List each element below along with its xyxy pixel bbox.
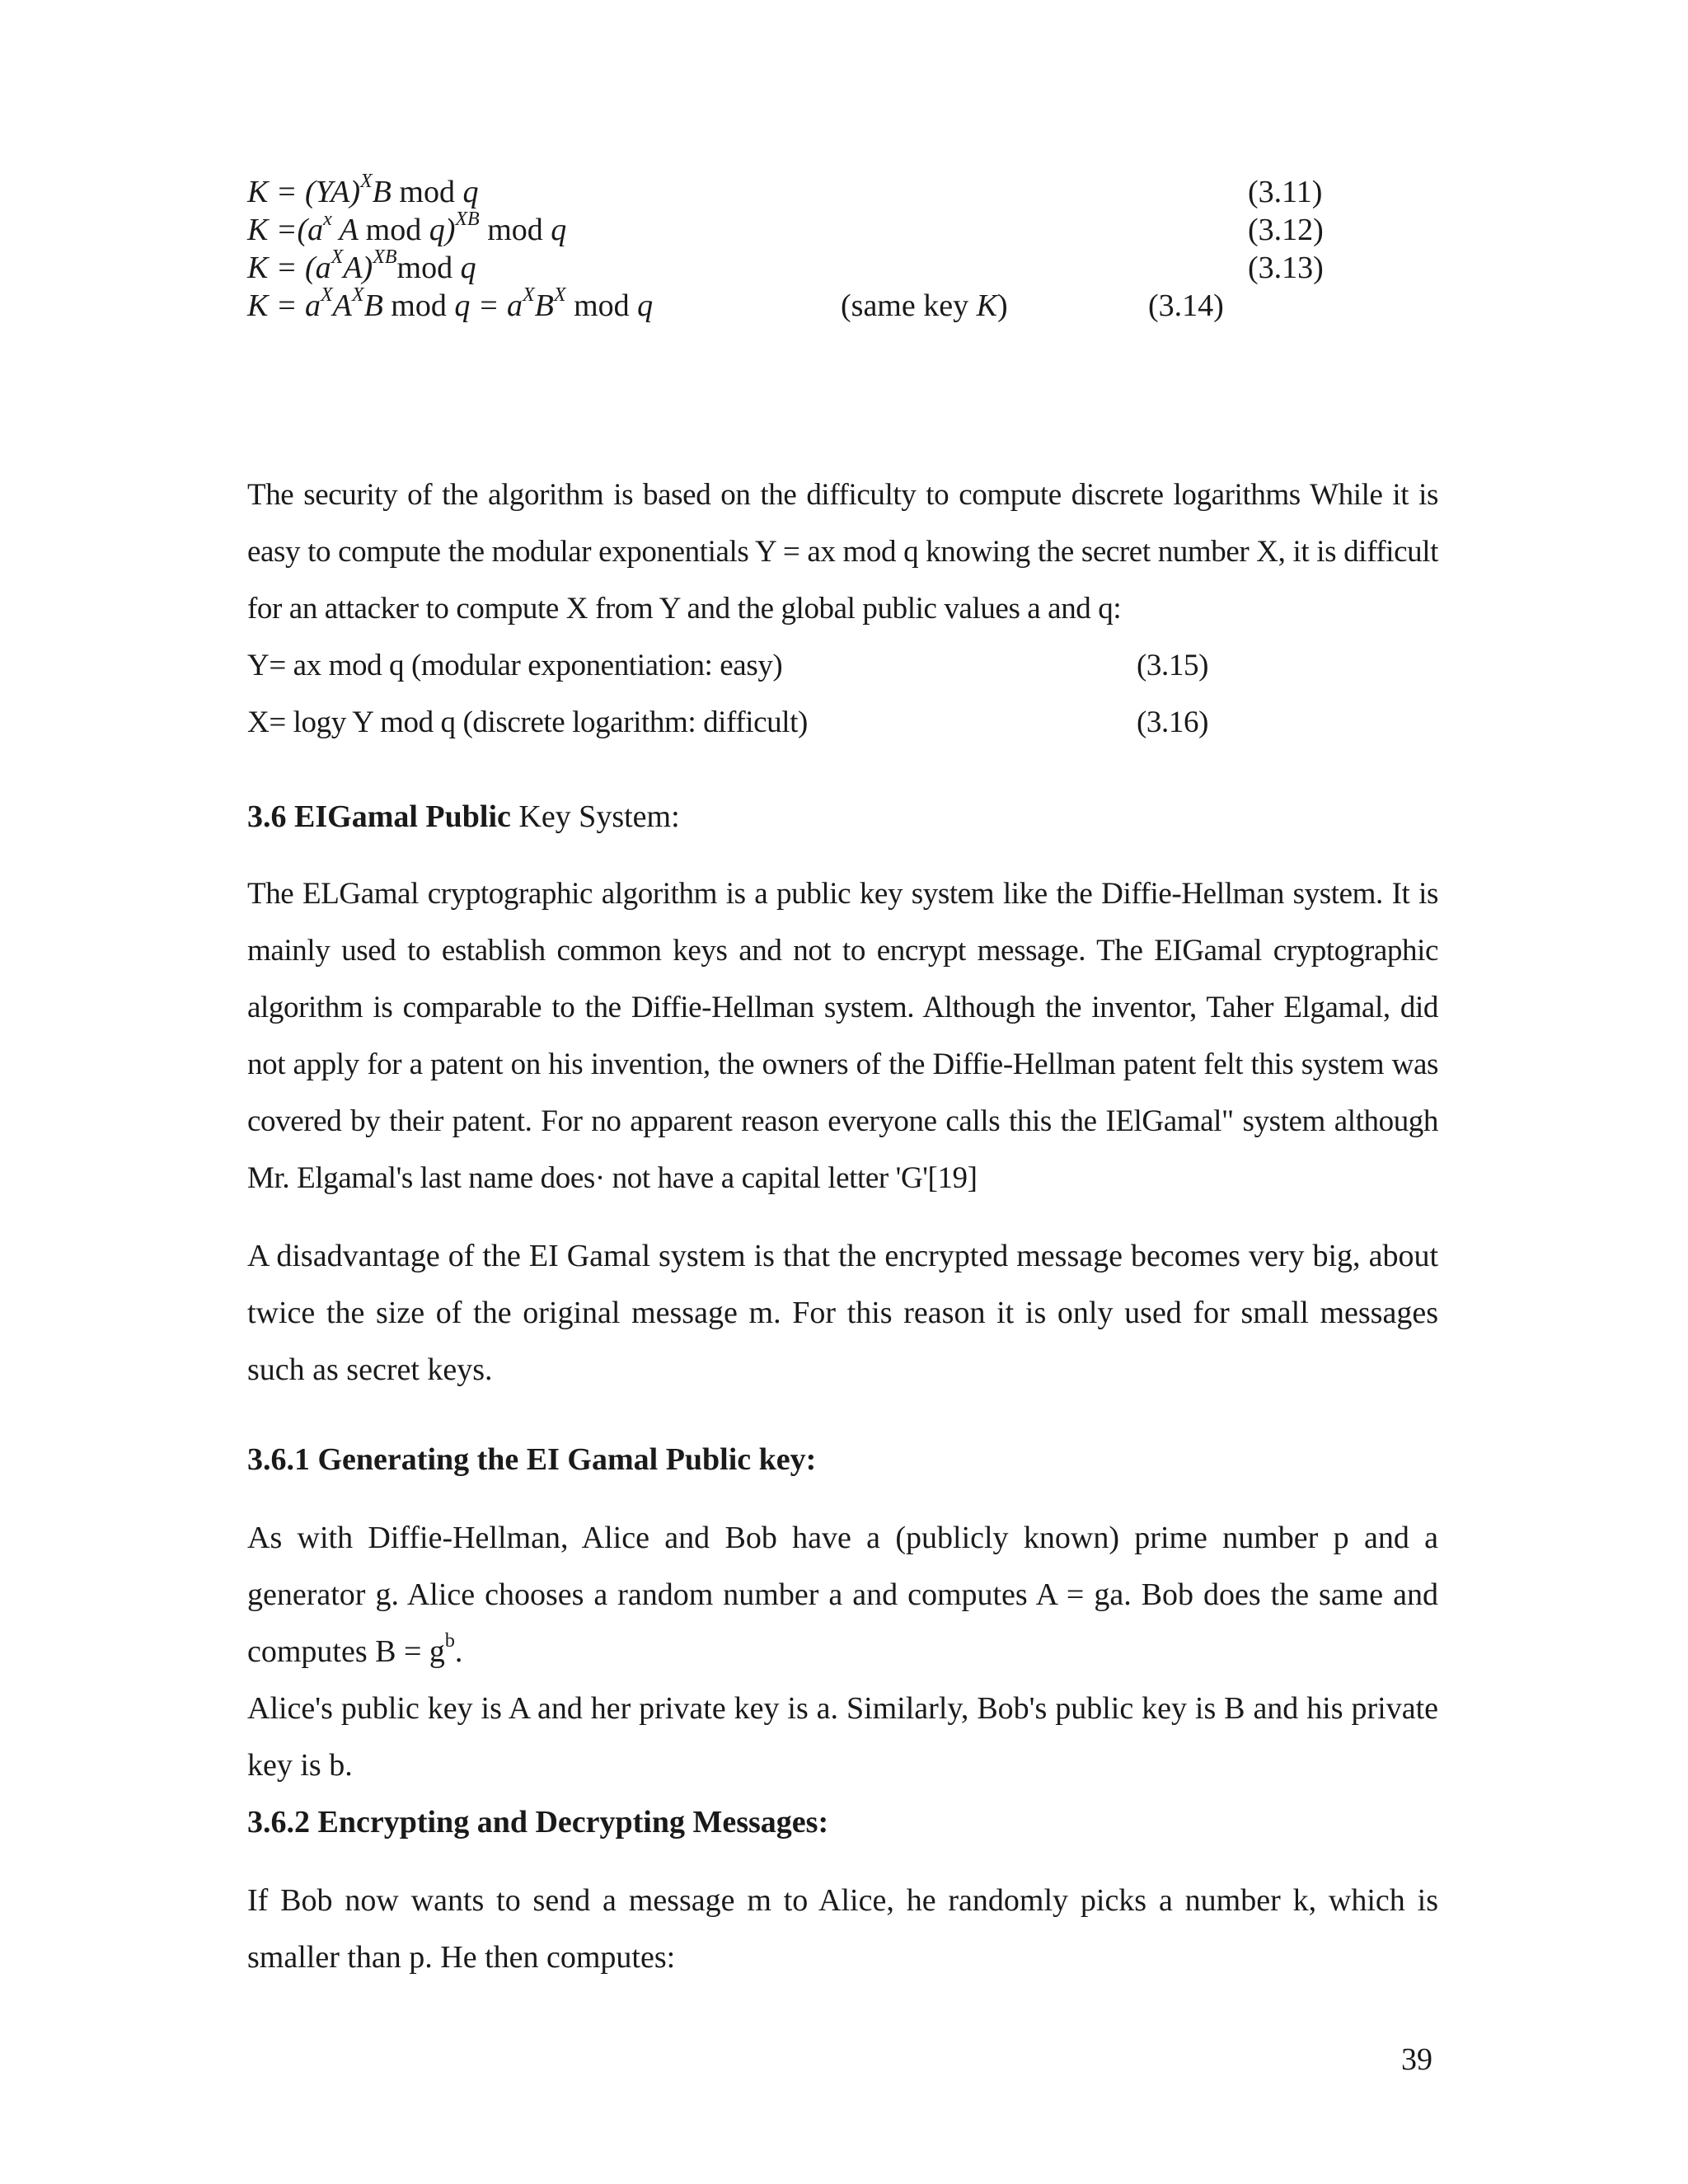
equation-3-14 (247, 284, 1319, 325)
numbered-line-3-16 (247, 694, 1319, 751)
equation-number: (3.15) (1137, 649, 1208, 682)
paragraph-text: If Bob now wants to send a message m to Alice, he randomly picks a number k, which is smaller than p. He then computes: (247, 1883, 1438, 1975)
equation-number: (3.14) (1148, 288, 1224, 323)
equation-number: (3.16) (1137, 705, 1208, 739)
paragraph-text: As with Diffie-Hellman, Alice and Bob have a (publicly known) prime number p and a generator g. Alice chooses a random number a and computes A = ga. Bob does the same and computes $B = g^b$. (247, 1521, 1438, 1669)
section-heading-3-6 (247, 796, 680, 837)
equation-3-12 (247, 209, 1324, 249)
equation-number: (3.12) (1248, 213, 1324, 247)
equation-formula: K = (YA)$^X$B mod q (247, 171, 479, 209)
elgamal-intro-paragraph (247, 865, 1438, 1207)
numbered-line-3-15 (247, 637, 1319, 694)
page-number: 39 (1401, 2042, 1432, 2077)
disadvantage-paragraph (247, 1228, 1438, 1399)
equation-number: (3.13) (1248, 251, 1324, 285)
generating-key-paragraph (247, 1510, 1438, 1794)
section-heading-3-6-1: 3.6.1 Generating the EI Gamal Public key: (247, 1442, 817, 1477)
equation-formula: $K =(a^x$ A mod q)$^{XB}$ mod q (247, 209, 567, 247)
security-paragraph (247, 466, 1438, 637)
section-heading-3-6-2: 3.6.2 Encrypting and Decrypting Messages: (247, 1805, 829, 1840)
heading-number: 3.6 (247, 799, 287, 834)
equation-3-11 (247, 171, 1323, 211)
paragraph-text: A disadvantage of the EI Gamal system is that the encrypted message becomes very big, about twice the size of the original message m. For this reason it is only used for small messages such as secret keys. (247, 1239, 1438, 1387)
numbered-line-text: Y= ax mod q (modular exponentiation: easy) (247, 649, 783, 682)
paragraph-text: The security of the algorithm is based on the difficulty to compute discrete logarithms While it is easy to compute the modular exponentials Y = ax mod q knowing the secret number X, it is difficult for an attacker to compute X from Y and the global public values a and q: (247, 478, 1438, 626)
equation-formula: $K = a^XA^XB$ mod $q = a^XB^X$ mod q (247, 284, 654, 323)
equation-3-13 (247, 246, 1324, 287)
equation-formula: $K = (a^XA)^{XB}mod$ q (247, 246, 476, 285)
paragraph-text: Alice's public key is A and her private key is a. Similarly, Bob's public key is B and his private key is b. (247, 1691, 1438, 1783)
equation-number: (3.11) (1248, 175, 1323, 209)
numbered-line-text: X= logy Y mod q (discrete logarithm: difficult) (247, 705, 808, 739)
heading-bold-text: EIGamal Public (294, 799, 511, 834)
encrypting-paragraph (247, 1872, 1438, 1986)
equation-note: (same key K) (841, 288, 1008, 323)
paragraph-text: The ELGamal cryptographic algorithm is a public key system like the Diffie-Hellman system. It is mainly used to establish common keys and not to encrypt message. The EIGamal cryptographic algorithm is comparable to the Diffie-Hellman system. Although the inventor, Taher Elgamal, did not apply for a patent on his invention, the owners of the Diffie-Hellman patent felt this system was covered by their patent. For no apparent reason everyone calls this the IElGamal" system although Mr. Elgamal's last name does· not have a capital letter 'G'[19] (247, 877, 1438, 1195)
heading-rest-text: Key System: (518, 799, 680, 834)
